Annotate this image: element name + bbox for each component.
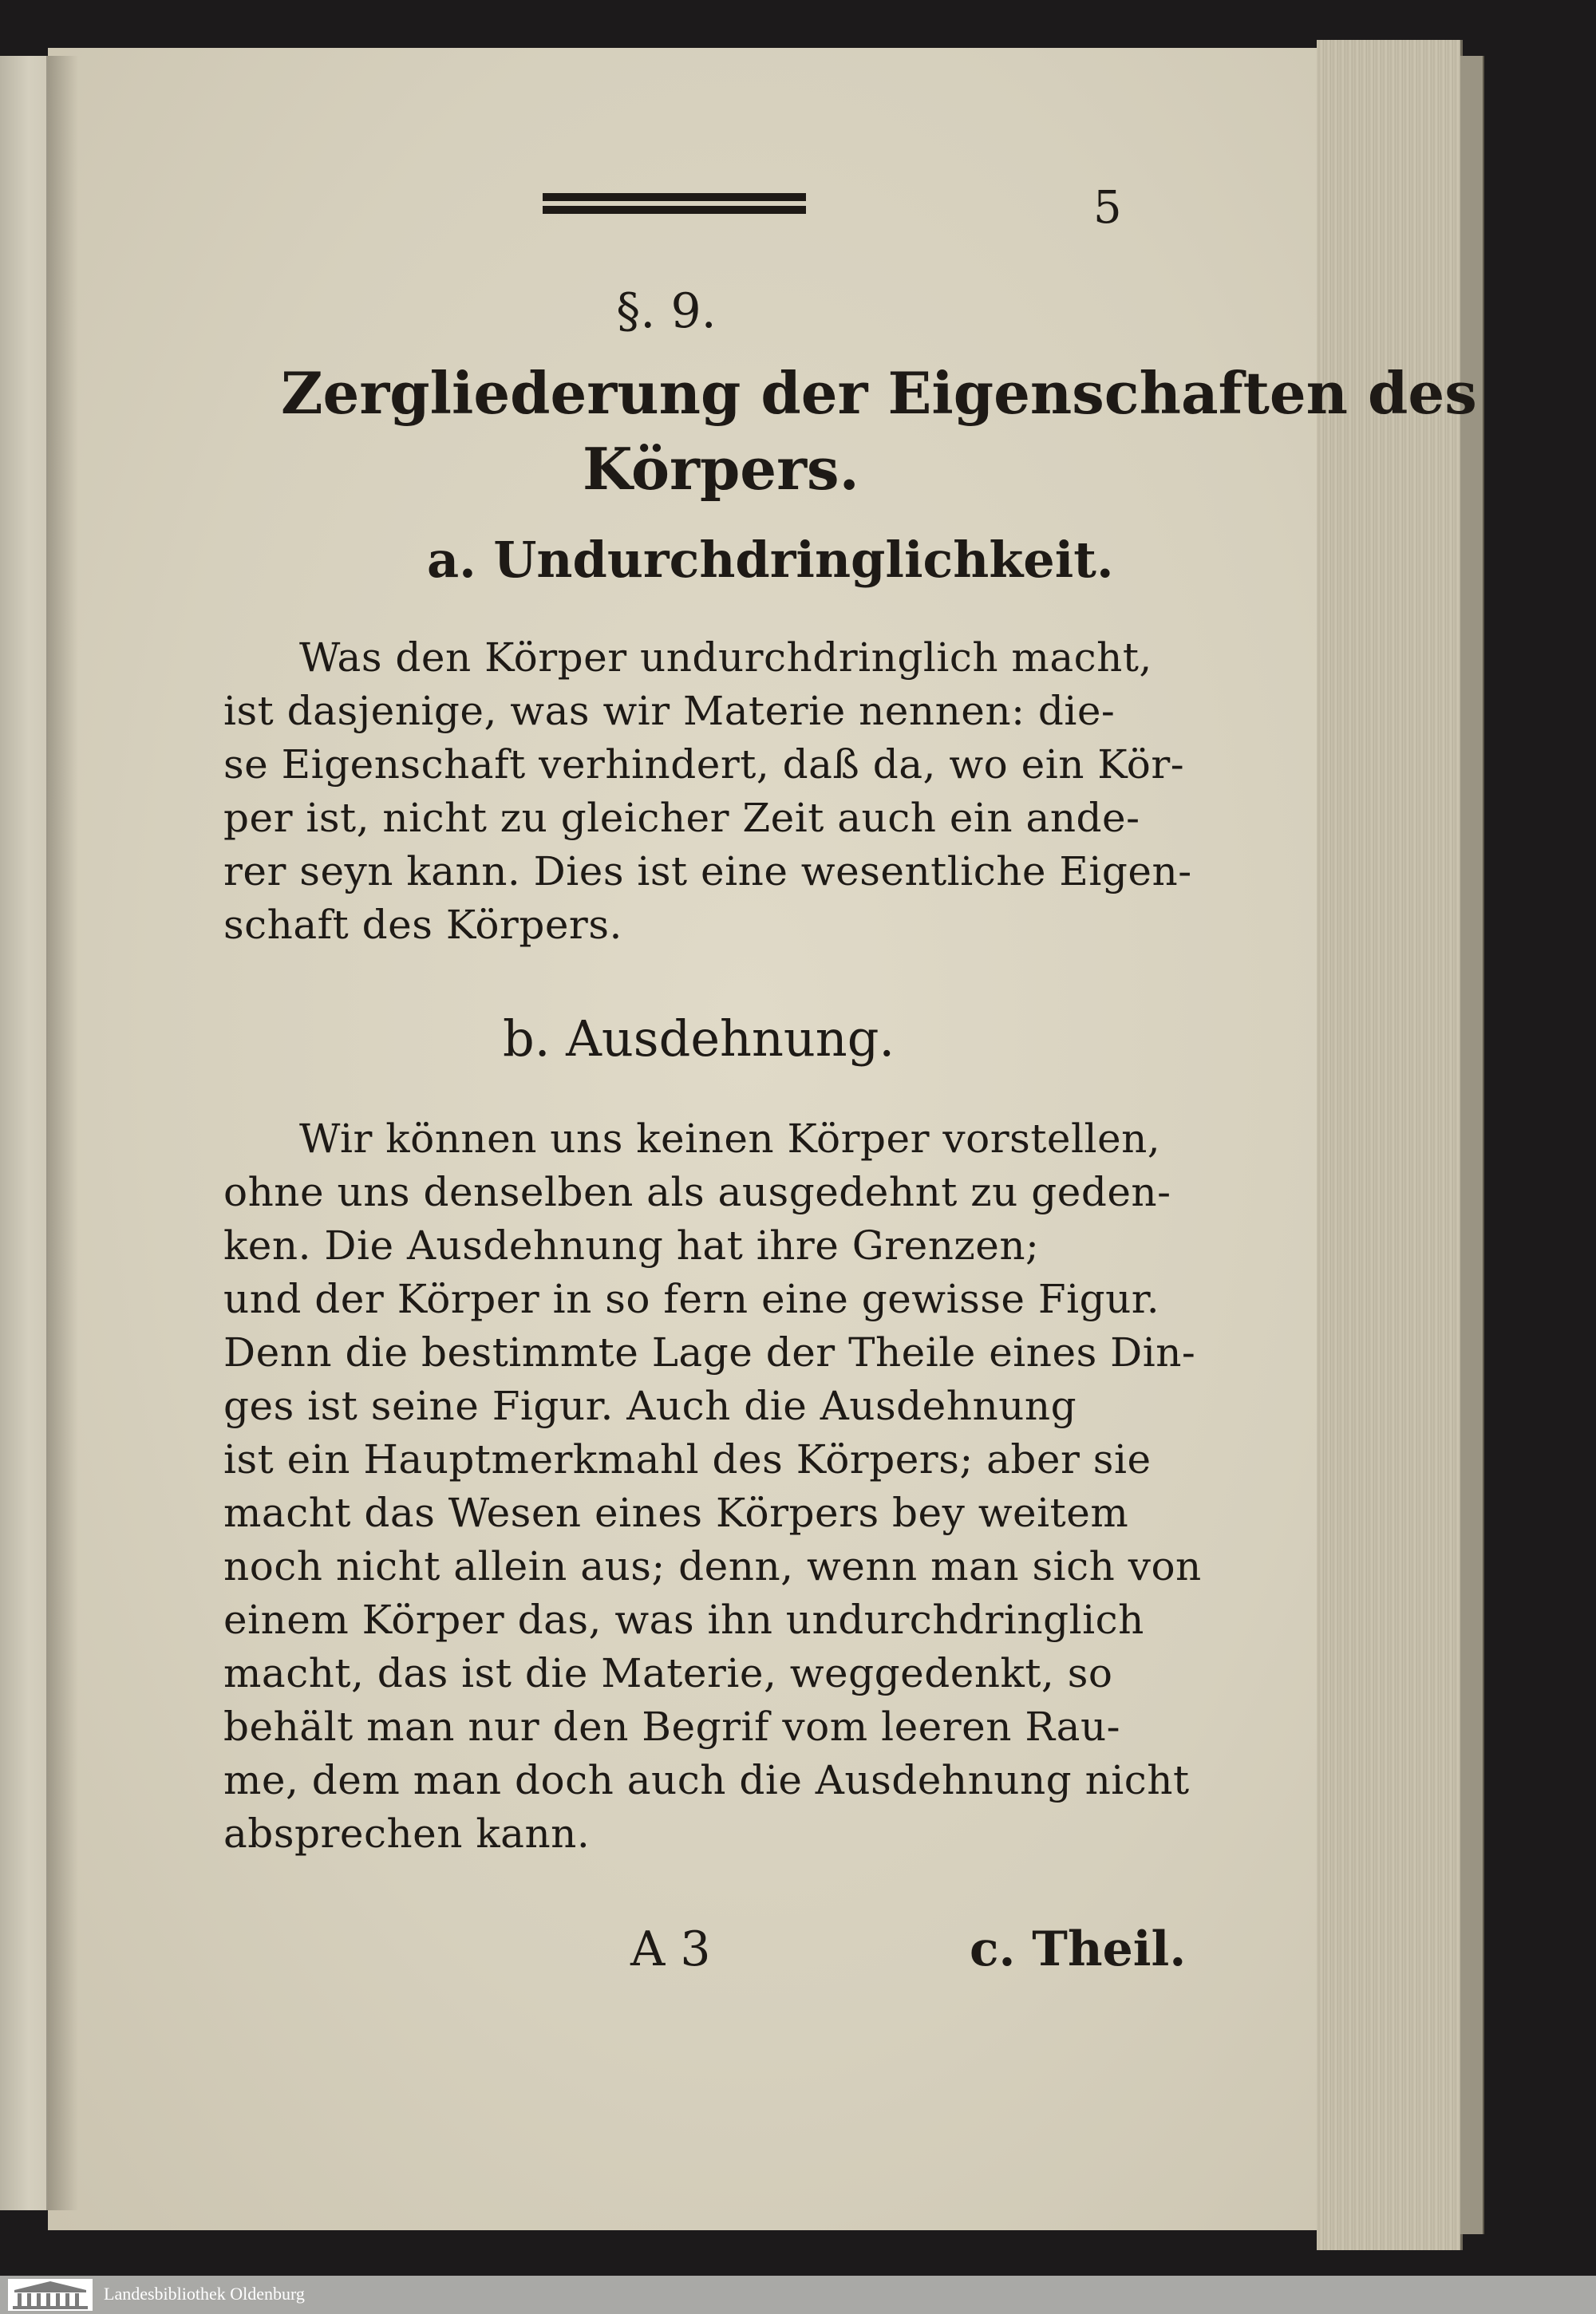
subsection-heading-b: b. Ausdehnung. [503, 1009, 895, 1068]
paragraph-b-line: ken. Die Ausdehnung hat ihre Grenzen; [223, 1222, 1040, 1269]
signature-mark: A 3 [630, 1921, 711, 1977]
header-rule-bar-top [543, 193, 806, 201]
paragraph-a-line: rer seyn kann. Dies ist eine wesentliche Eigen- [223, 848, 1192, 894]
paragraph-b-line: ges ist seine Figur. Auch die Ausdehnung [223, 1383, 1077, 1429]
header-rule [543, 190, 806, 217]
paragraph-b-line: einem Körper das, was ihn undurchdringlich [223, 1597, 1144, 1643]
library-name: Landesbibliothek Oldenburg [104, 2284, 305, 2304]
library-building-icon [8, 2279, 93, 2311]
catchword: c. Theil. [970, 1921, 1187, 1977]
section-number: §. 9. [616, 283, 717, 339]
paragraph-b-line: macht, das ist die Materie, weggedenkt, so [223, 1650, 1113, 1696]
chapter-title-line-1: Zergliederung der Eigenschaften des [281, 359, 1477, 427]
gutter-shadow [46, 56, 78, 2210]
paragraph-a-line: se Eigenschaft verhindert, daß da, wo ein Kör- [223, 741, 1185, 788]
chapter-title-line-2: Körpers. [583, 435, 859, 503]
paragraph-a-line: ist dasjenige, was wir Materie nennen: die- [223, 688, 1116, 734]
paragraph-a-line: Was den Körper undurchdringlich macht, [299, 634, 1152, 681]
left-page-edge [0, 56, 49, 2210]
paragraph-b-line: macht das Wesen eines Körpers bey weitem [223, 1490, 1129, 1536]
header-rule-bar-bottom [543, 206, 806, 214]
subsection-heading-a: a. Undurchdringlichkeit. [427, 531, 1114, 589]
paragraph-b-line: absprechen kann. [223, 1811, 591, 1857]
paragraph-b-line: ist ein Hauptmerkmahl des Körpers; aber sie [223, 1436, 1152, 1483]
paragraph-b-line: behält man nur den Begrif vom leeren Rau- [223, 1704, 1121, 1750]
paragraph-b-line: Denn die bestimmte Lage der Theile eines Din- [223, 1329, 1196, 1376]
paragraph-a-line: schaft des Körpers. [223, 902, 622, 948]
paragraph-b-line: noch nicht allein aus; denn, wenn man sich von [223, 1543, 1202, 1589]
paragraph-b-line: Wir können uns keinen Körper vorstellen, [299, 1116, 1161, 1162]
paragraph-b-line: me, dem man doch auch die Ausdehnung nicht [223, 1757, 1190, 1803]
page-number: 5 [1093, 182, 1122, 234]
paragraph-b-line: ohne uns denselben als ausgedehnt zu geden- [223, 1169, 1171, 1215]
paragraph-a-line: per ist, nicht zu gleicher Zeit auch ein ande- [223, 795, 1140, 841]
paragraph-b-line: und der Körper in so fern eine gewisse Figur. [223, 1276, 1160, 1322]
